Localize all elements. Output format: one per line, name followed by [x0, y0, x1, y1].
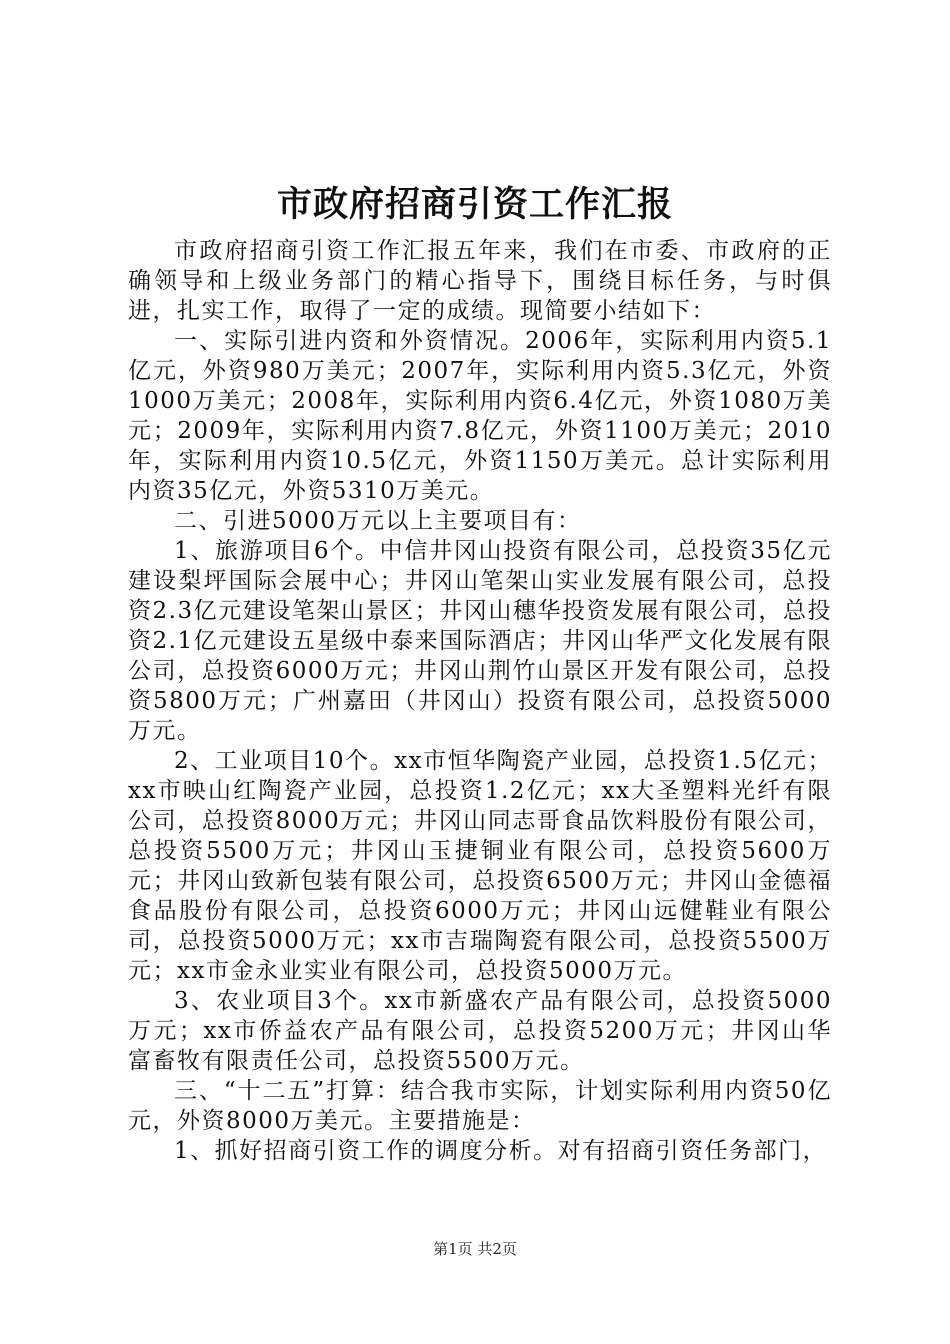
paragraph-tourism-projects: 1、旅游项目6个。中信井冈山投资有限公司，总投资35亿元建设梨坪国际会展中心；井冈山笔架山实业发展有限公司，总投资2.3亿元建设笔架山景区；井冈山穗华投资发展有限公司，总投资2.1亿元建设五星级中泰来国际酒店；井冈山华严文化发展有限公司，总投资6000万元；井冈山荆竹山景区开发有限公司，总投资5800万元；广州嘉田（井冈山）投资有限公司，总投资5000万元。	[128, 538, 832, 744]
paragraph-industrial-projects: 2、工业项目10个。xx市恒华陶瓷产业园，总投资1.5亿元；xx市映山红陶瓷产业园，总投资1.2亿元；xx大圣塑料光纤有限公司，总投资8000万元；井冈山同志哥食品饮料股份有限公司，总投资5500万元；井冈山玉捷铜业有限公司，总投资5600万元；井冈山致新包装有限公司，总投资6500万元；井冈山金德福食品股份有限公司，总投资6000万元；井冈山远健鞋业有限公司，总投资5000万元；xx市吉瑞陶瓷有限公司，总投资5500万元；xx市金永业实业有限公司，总投资5000万元。	[128, 748, 832, 984]
page-footer: 第1页 共2页	[433, 1240, 517, 1258]
paragraph-section-3: 三、“十二五”打算：结合我市实际，计划实际利用内资50亿元，外资8000万美元。主要措施是：	[128, 1078, 832, 1134]
paragraph-measure-1: 1、抓好招商引资工作的调度分析。对有招商引资任务部门，	[174, 1138, 828, 1164]
paragraph-section-2: 二、引进5000万元以上主要项目有：	[174, 508, 582, 534]
document-title: 市政府招商引资工作汇报	[276, 184, 673, 225]
paragraph-intro: 市政府招商引资工作汇报五年来，我们在市委、市政府的正确领导和上级业务部门的精心指导下，围绕目标任务，与时俱进，扎实工作，取得了一定的成绩。现简要小结如下：	[128, 238, 832, 324]
paragraph-agricultural-projects: 3、农业项目3个。xx市新盛农产品有限公司，总投资5000万元；xx市侨益农产品有限公司，总投资5200万元；井冈山华富畜牧有限责任公司，总投资5500万元。	[128, 988, 832, 1074]
document-body	[128, 236, 832, 1166]
paragraph-section-1: 一、实际引进内资和外资情况。2006年，实际利用内资5.1亿元，外资980万美元；2007年，实际利用内资5.3亿元，外资1000万美元；2008年，实际利用内资6.4亿元，外资1080万美元；2009年，实际利用内资7.8亿元，外资1100万美元；2010年，实际利用内资10.5亿元，外资1150万美元。总计实际利用内资35亿元，外资5310万美元。	[128, 328, 832, 504]
